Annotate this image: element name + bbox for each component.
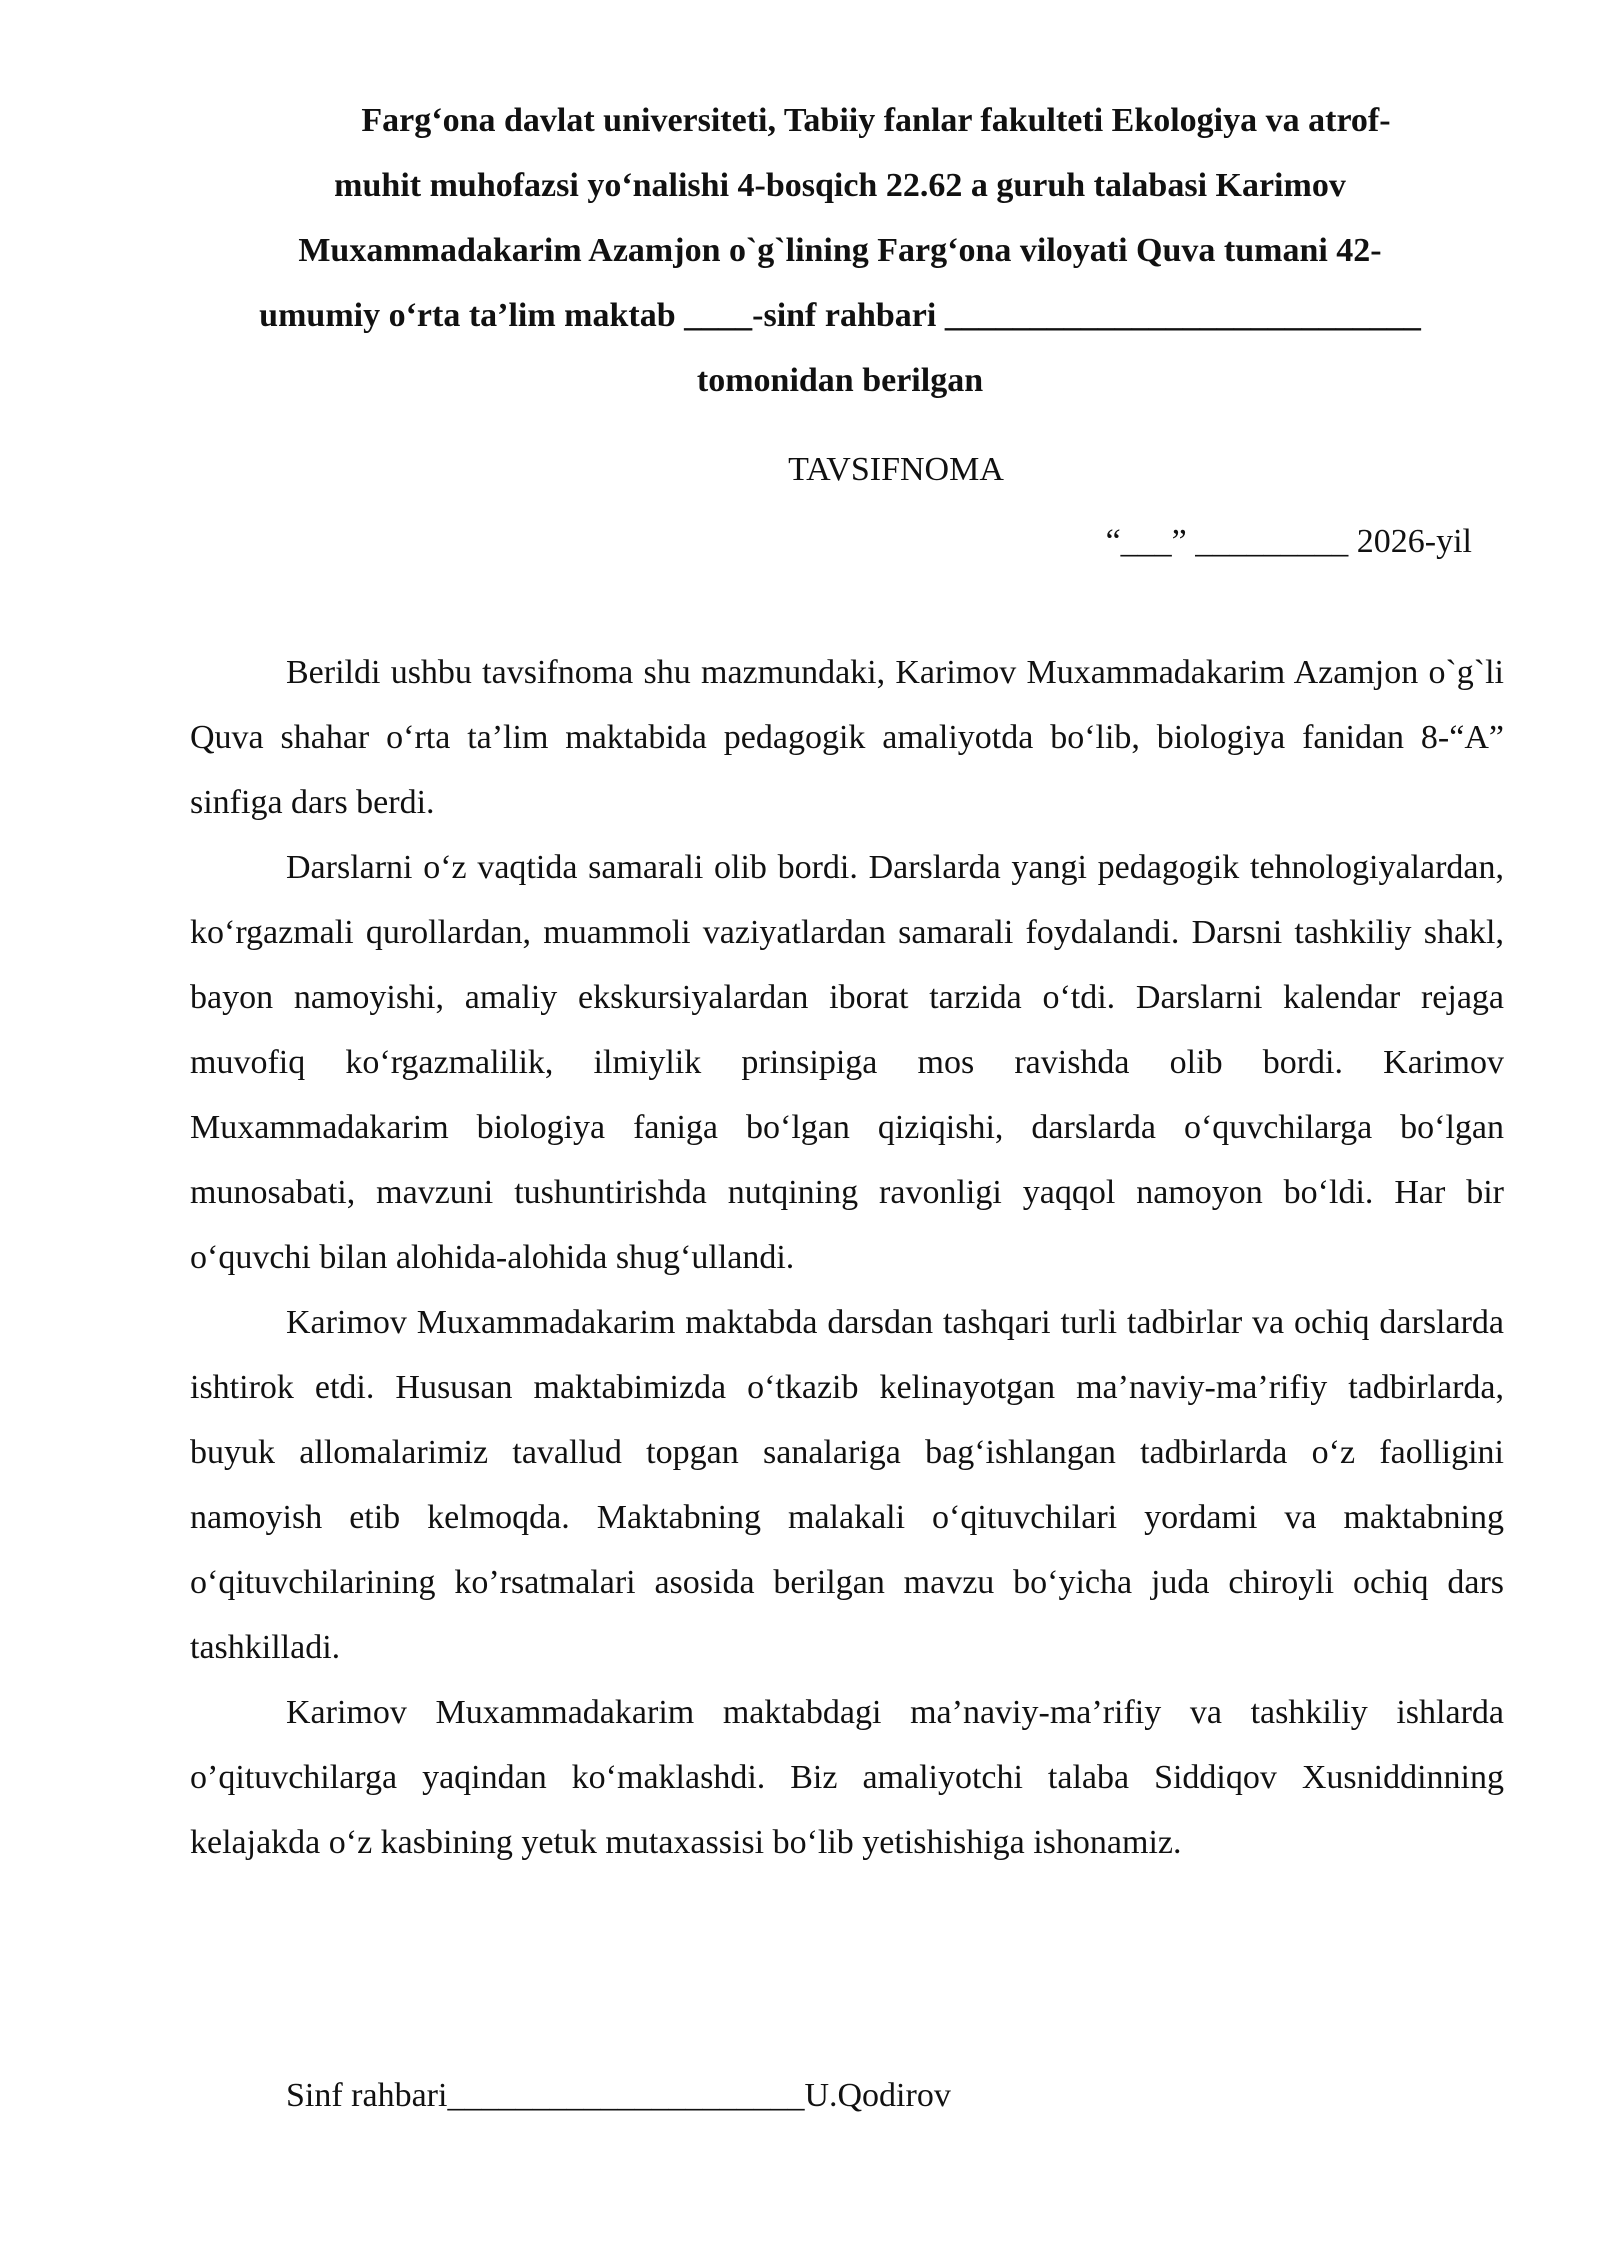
paragraph: Karimov Muxammadakarim maktabda darsdan tashqari turli tadbirlar va ochiq darslarda ishtirok etdi. Hususan maktabimizda o‘tkazib kelinayotgan ma’naviy-ma’rifiy tadbirlarda, buyuk allomalarimiz tavallud topgan sanalariga bag‘ishlangan tadbirlarda o‘z faolligini namoyish etib kelmoqda. Maktabning malakali o‘qituvchilari yordami va maktabning o‘qituvchilarining ko’rsatmalari asosida berilgan mavzu bo‘yicha juda chiroyli ochiq dars tashkilladi. [190,1304,1504,1666]
header-line: Farg‘ona davlat universiteti, Tabiiy fanlar fakulteti Ekologiya va atrof- [361,102,1391,139]
document-title: TAVSIFNOMA [788,451,1004,488]
header-line: tomonidan berilgan [696,362,984,399]
document-header [190,88,1490,413]
paragraph: Berildi ushbu tavsifnoma shu mazmundaki, Karimov Muxammadakarim Azamjon o`g`li Quva shahar o‘rta ta’lim maktabida pedagogik amaliyotda bo‘lib, biologiya fanidan 8-“A” sinfiga dars berdi. [190,654,1504,821]
header-line: Muxammadakarim Azamjon o`g`lining Farg‘ona viloyati Quva tumani 42- [298,232,1382,269]
document-body [190,640,1504,1875]
paragraph: Karimov Muxammadakarim maktabdagi ma’naviy-ma’rifiy va tashkiliy ishlarda o’qituvchilarga yaqindan ko‘maklashdi. Biz amaliyotchi talaba Siddiqov Xusniddinning kelajakda o‘z kasbining yetuk mutaxassisi bo‘lib yetishishiga ishonamiz. [190,1694,1504,1861]
date-line: “___” _________ 2026-yil [1105,523,1472,560]
header-line: umumiy o‘rta ta’lim maktab ____-sinf rahbari ____________________________ [259,297,1421,334]
signature-line: Sinf rahbari_____________________U.Qodirov [286,2077,951,2114]
header-line: muhit muhofazsi yo‘nalishi 4-bosqich 22.62 a guruh talabasi Karimov [334,167,1346,204]
paragraph: Darslarni o‘z vaqtida samarali olib bordi. Darslarda yangi pedagogik tehnologiyalardan, ko‘rgazmali qurollardan, muammoli vaziyatlardan samarali foydalandi. Darsni tashkiliy shakl, bayon namoyishi, amaliy ekskursiyalardan iborat tarzida o‘tdi. Darslarni kalendar rejaga muvofiq ko‘rgazmalilik, ilmiylik prinsipiga mos ravishda olib bordi. Karimov Muxammadakarim biologiya faniga bo‘lgan qiziqishi, darslarda o‘quvchilarga bo‘lgan munosabati, mavzuni tushuntirishda nutqining ravonligi yaqqol namoyon bo‘ldi. Har bir o‘quvchi bilan alohida-alohida shug‘ullandi. [190,849,1504,1276]
